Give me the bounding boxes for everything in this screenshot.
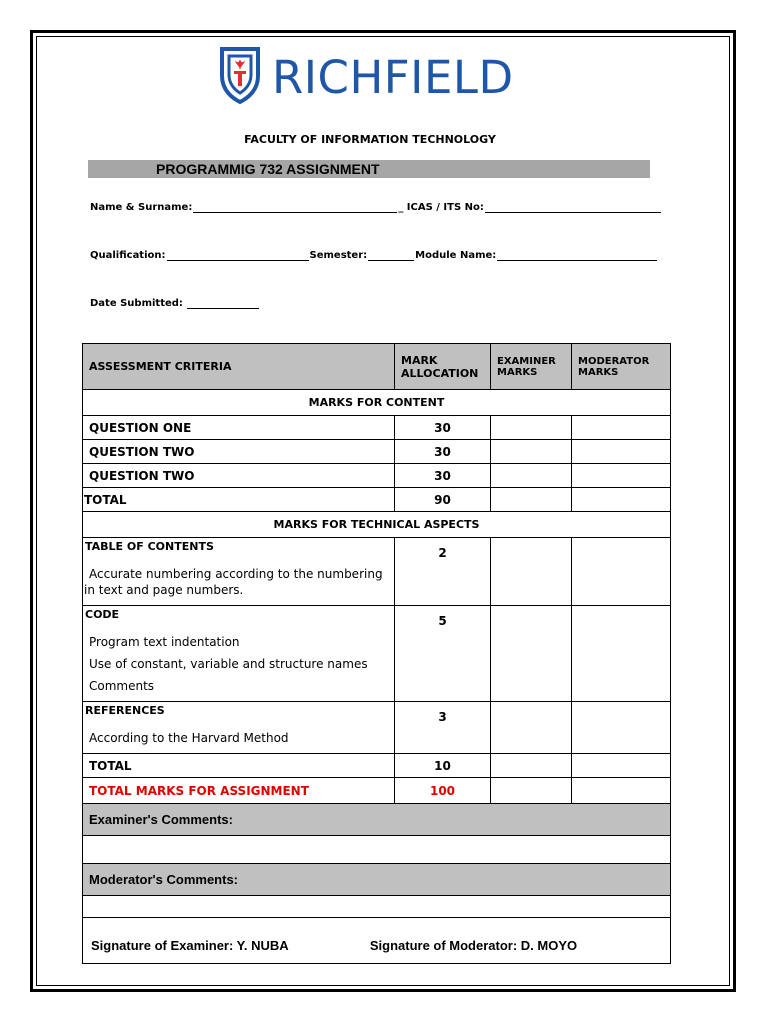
toc-title: TABLE OF CONTENTS xyxy=(85,540,214,553)
table-header-row xyxy=(83,344,671,390)
examiner-mark-cell[interactable] xyxy=(491,416,572,440)
code-line3: Comments xyxy=(89,679,155,693)
header-mark-allocation-line1: MARK xyxy=(401,353,438,367)
signature-row xyxy=(83,918,671,964)
technical-total-row xyxy=(83,754,671,778)
table-row xyxy=(83,416,671,440)
moderator-comments-header-row xyxy=(83,864,671,896)
faculty-title: FACULTY OF INFORMATION TECHNOLOGY xyxy=(244,133,496,146)
header-examiner-line1: EXAMINER xyxy=(497,355,556,367)
signature-moderator: Signature of Moderator: D. MOYO xyxy=(369,938,578,953)
question-label: QUESTION TWO xyxy=(83,464,395,488)
technical-total-label: TOTAL xyxy=(83,754,395,778)
content-section-row xyxy=(83,390,671,416)
qualification-line xyxy=(167,250,309,261)
header-mark-allocation-line2: ALLOCATION xyxy=(401,366,479,380)
header-examiner-marks xyxy=(491,344,572,390)
toc-line1: Accurate numbering according to the numbering xyxy=(89,567,383,581)
toc-line2: in text and page numbers. xyxy=(84,583,244,597)
header-moderator-marks xyxy=(572,344,671,390)
semester-line xyxy=(368,250,414,261)
references-line1: According to the Harvard Method xyxy=(89,731,289,745)
examiner-mark-cell[interactable] xyxy=(491,754,572,778)
examiner-comments-row xyxy=(83,836,671,864)
question-mark: 30 xyxy=(395,464,491,488)
code-cell xyxy=(83,606,395,702)
technical-total-mark: 10 xyxy=(395,754,491,778)
question-label: QUESTION TWO xyxy=(83,440,395,464)
references-title: REFERENCES xyxy=(85,704,165,717)
date-submitted-label: Date Submitted: xyxy=(90,298,183,309)
moderator-comments-row xyxy=(83,896,671,918)
examiner-comments-label: Examiner's Comments: xyxy=(83,804,671,836)
icas-line xyxy=(485,202,661,213)
question-mark: 30 xyxy=(395,440,491,464)
code-line1: Program text indentation xyxy=(89,635,240,649)
question-mark: 30 xyxy=(395,416,491,440)
references-mark: 3 xyxy=(395,702,491,754)
grand-total-label: TOTAL MARKS FOR ASSIGNMENT xyxy=(83,778,395,804)
qualification-label: Qualification: xyxy=(90,250,166,261)
moderator-mark-cell[interactable] xyxy=(572,702,671,754)
moderator-mark-cell[interactable] xyxy=(572,440,671,464)
assignment-title: PROGRAMMIG 732 ASSIGNMENT xyxy=(88,160,650,178)
examiner-comments-field[interactable] xyxy=(83,836,671,864)
technical-section-title: MARKS FOR TECHNICAL ASPECTS xyxy=(83,512,671,538)
name-surname-label: Name & Surname: xyxy=(90,202,193,213)
examiner-mark-cell[interactable] xyxy=(491,702,572,754)
signature-examiner: Signature of Examiner: Y. NUBA xyxy=(91,938,289,953)
content-section-title: MARKS FOR CONTENT xyxy=(83,390,671,416)
content-total-row xyxy=(83,488,671,512)
table-row xyxy=(83,440,671,464)
header-moderator-line2: MARKS xyxy=(578,366,619,378)
moderator-mark-cell[interactable] xyxy=(572,416,671,440)
qualification-field[interactable] xyxy=(90,250,658,261)
header-mark-allocation xyxy=(395,344,491,390)
header-criteria: ASSESSMENT CRITERIA xyxy=(83,344,395,390)
moderator-comments-label: Moderator's Comments: xyxy=(83,864,671,896)
examiner-mark-cell[interactable] xyxy=(491,488,572,512)
technical-section-row xyxy=(83,512,671,538)
icas-label: _ ICAS / ITS No: xyxy=(398,202,484,213)
richfield-logo xyxy=(218,46,514,109)
code-line2: Use of constant, variable and structure names xyxy=(89,657,368,671)
moderator-mark-cell[interactable] xyxy=(572,464,671,488)
moderator-mark-cell[interactable] xyxy=(572,754,671,778)
examiner-mark-cell[interactable] xyxy=(491,778,572,804)
semester-label: Semester: xyxy=(309,250,368,261)
examiner-mark-cell[interactable] xyxy=(491,440,572,464)
date-submitted-field[interactable] xyxy=(90,298,260,309)
header-examiner-line2: MARKS xyxy=(497,366,538,378)
examiner-comments-header-row xyxy=(83,804,671,836)
content-total-label: TOTAL xyxy=(83,488,395,512)
moderator-mark-cell[interactable] xyxy=(572,606,671,702)
moderator-mark-cell[interactable] xyxy=(572,488,671,512)
code-mark: 5 xyxy=(395,606,491,702)
code-row xyxy=(83,606,671,702)
examiner-mark-cell[interactable] xyxy=(491,538,572,606)
grand-total-mark: 100 xyxy=(395,778,491,804)
examiner-mark-cell[interactable] xyxy=(491,464,572,488)
code-title: CODE xyxy=(85,608,120,621)
grand-total-row xyxy=(83,778,671,804)
name-surname-field[interactable] xyxy=(90,202,662,213)
assessment-table xyxy=(82,343,671,964)
moderator-mark-cell[interactable] xyxy=(572,538,671,606)
table-row xyxy=(83,464,671,488)
toc-row xyxy=(83,538,671,606)
references-cell xyxy=(83,702,395,754)
header-moderator-line1: MODERATOR xyxy=(578,355,650,367)
name-surname-line xyxy=(193,202,397,213)
module-name-label: Module Name: xyxy=(415,250,497,261)
date-submitted-line xyxy=(187,298,259,309)
references-row xyxy=(83,702,671,754)
question-label: QUESTION ONE xyxy=(83,416,395,440)
shield-torch-icon xyxy=(218,46,262,109)
logo-wordmark: RICHFIELD xyxy=(272,51,514,104)
toc-mark: 2 xyxy=(395,538,491,606)
signature-cell xyxy=(83,918,671,964)
content-total-mark: 90 xyxy=(395,488,491,512)
moderator-comments-field[interactable] xyxy=(83,896,671,918)
examiner-mark-cell[interactable] xyxy=(491,606,572,702)
toc-cell xyxy=(83,538,395,606)
moderator-mark-cell[interactable] xyxy=(572,778,671,804)
module-name-line xyxy=(497,250,657,261)
